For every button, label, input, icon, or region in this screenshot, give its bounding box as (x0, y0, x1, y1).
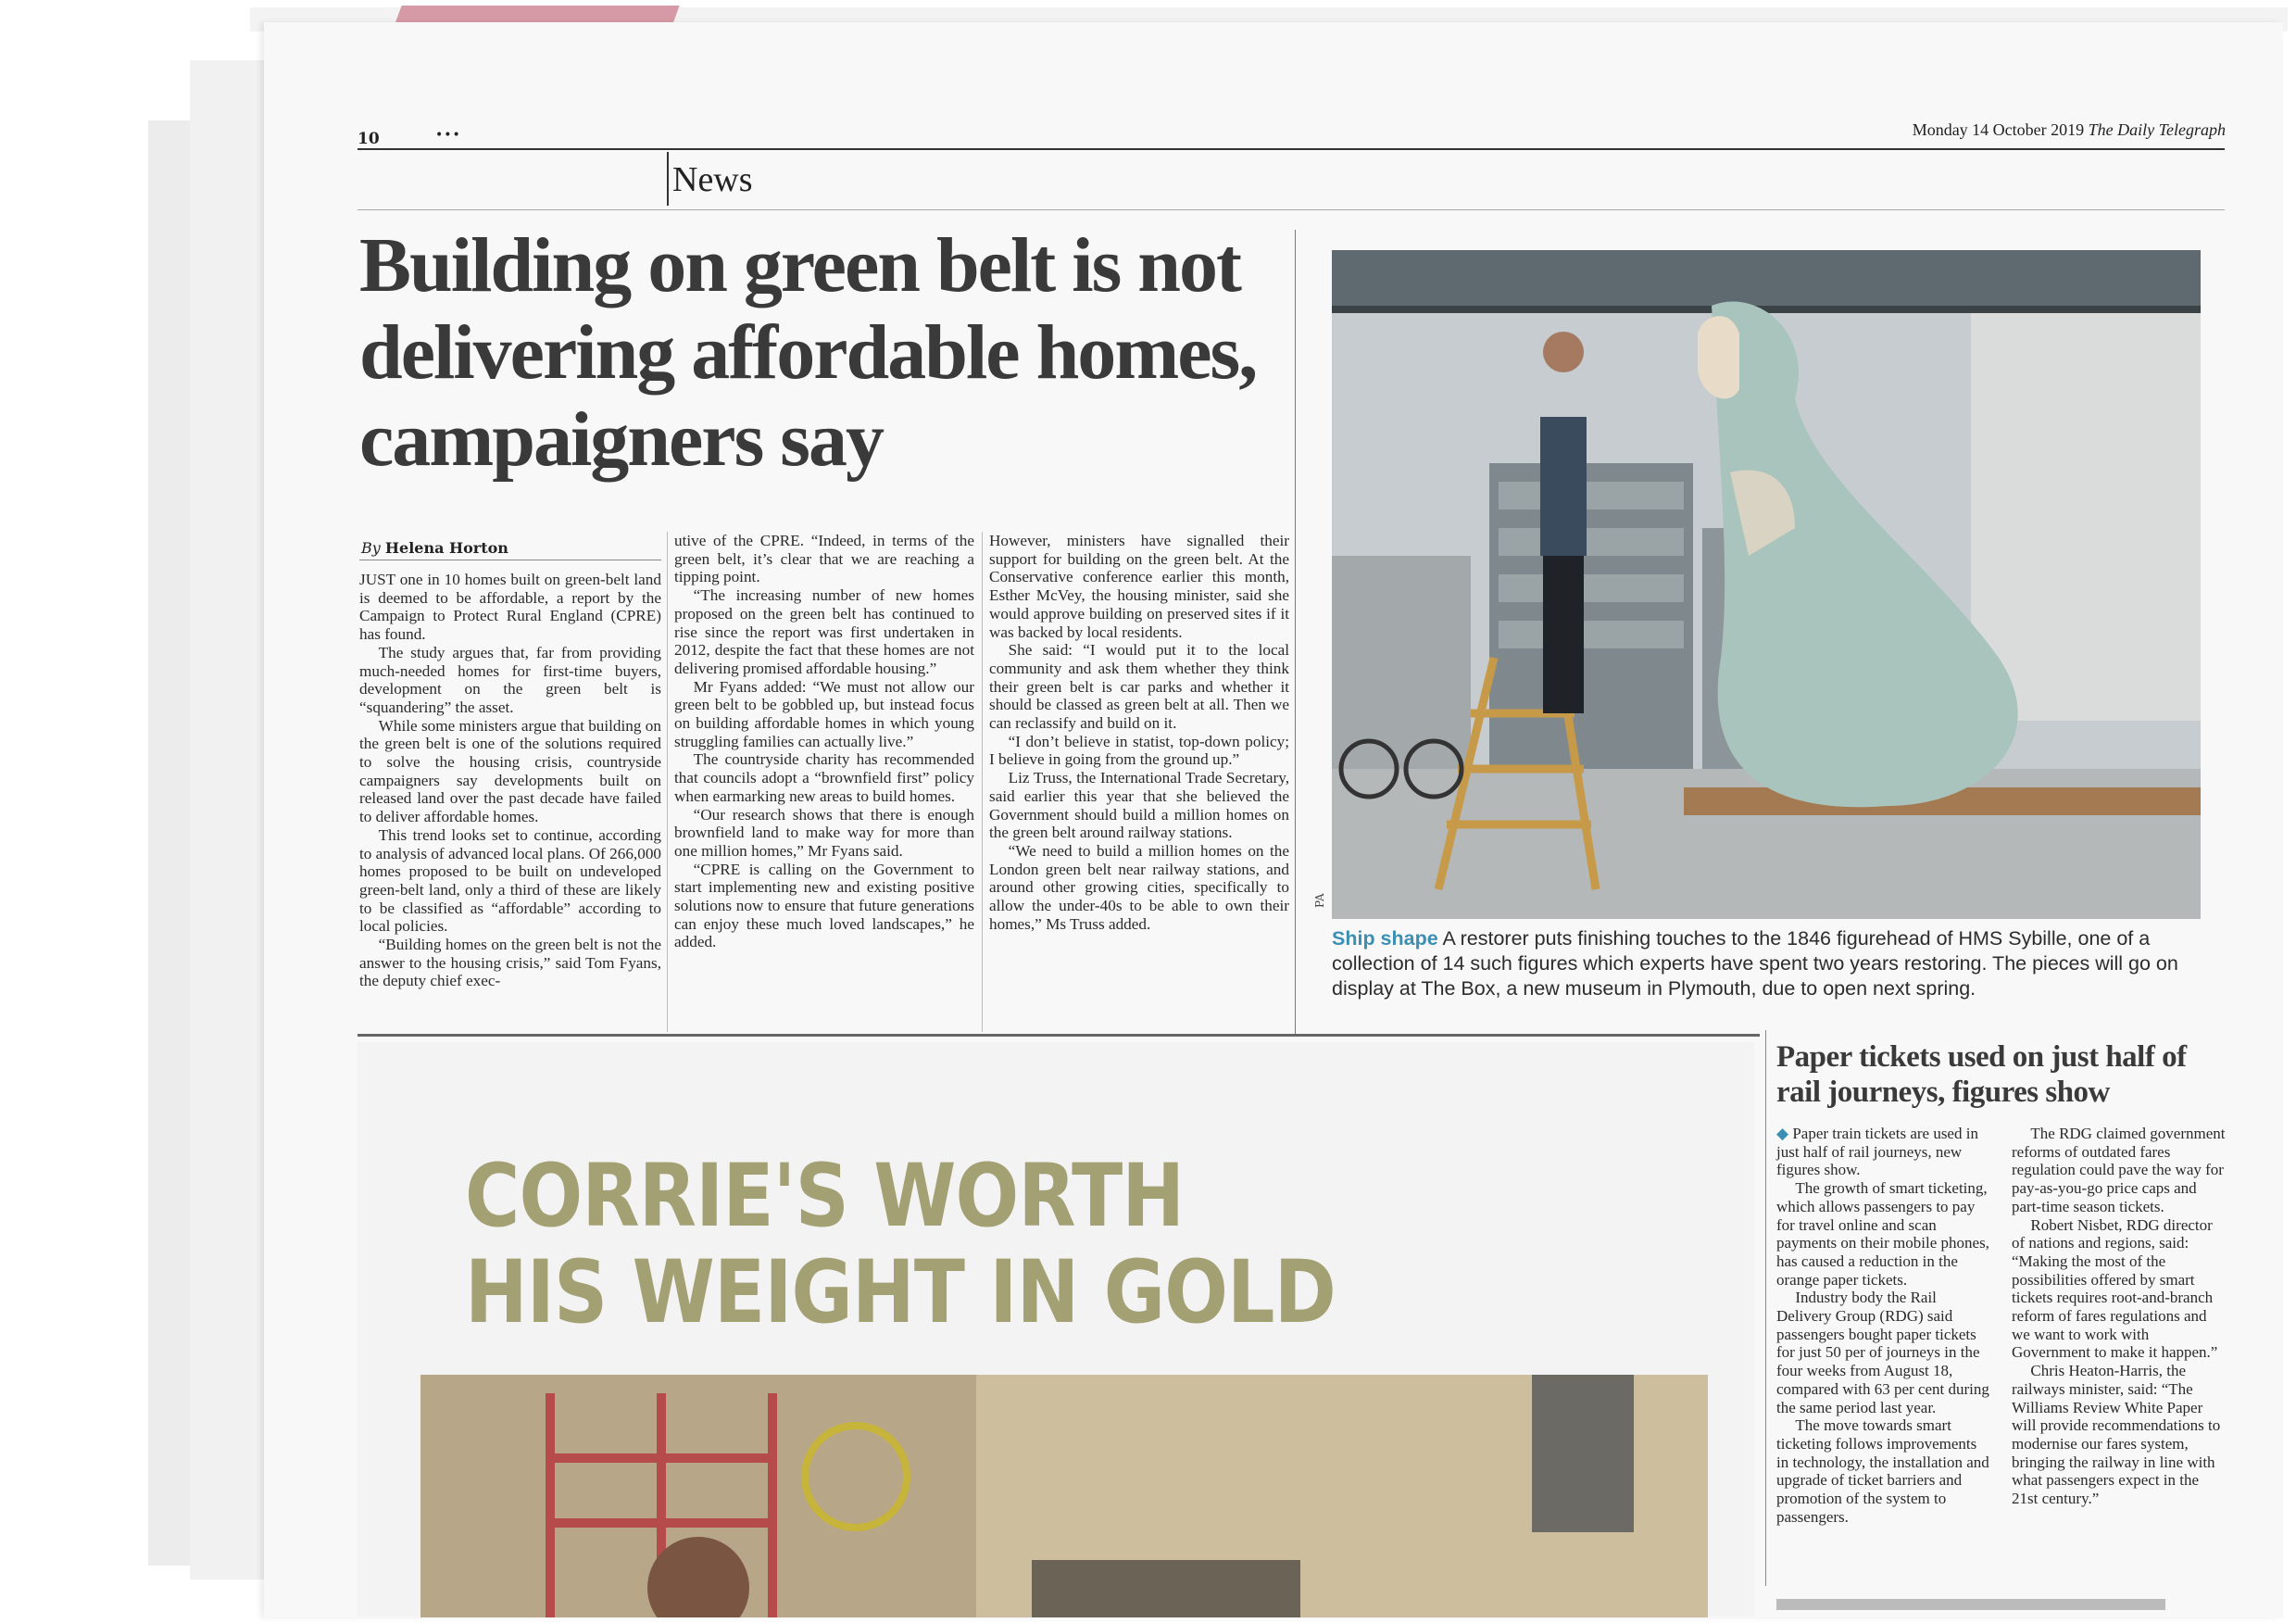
advert-photo (420, 1375, 1708, 1617)
folio-dots: ••• (435, 128, 461, 143)
paragraph: The countryside charity has recommended that councils adopt a “brownfield first” policy when earmarking new areas to build homes. (674, 750, 974, 805)
side-story-headline: Paper tickets used on just half of rail journeys, figures show (1776, 1040, 2187, 1109)
side-story-column-1 (1776, 1125, 1991, 1526)
story-column-3 (989, 532, 1289, 933)
paragraph: The growth of smart ticketing, which allows passengers to pay for travel online and scan payments on their mobile phones, has caused a reduction in the orange paper tickets. (1776, 1179, 1989, 1289)
red-sheet-edge (395, 6, 679, 24)
section-divider-rule (358, 1034, 1760, 1037)
column-rule (1295, 230, 1296, 1034)
paragraph: “We need to build a million homes on the London green belt near railway stations, and around other growing cities, specifically to allow the under-40s to be able to own their homes,” Ms Truss added. (989, 841, 1289, 933)
main-headline: Building on green belt is not delivering affordable homes, campaigners say (359, 222, 1257, 483)
paragraph: “The increasing number of new homes proposed on the green belt has continued to rise since the report was first undertaken in 2012, despite the fact that these homes are not delivering promised affordable housing.” (674, 586, 974, 677)
page-number: 10 (358, 130, 380, 148)
photo-credit: PA (1313, 893, 1326, 908)
advert-line-2: HIS WEIGHT IN GOLD (465, 1242, 1336, 1343)
photo-caption (1332, 926, 2202, 1001)
workshop-illustration (1332, 250, 2201, 919)
column-divider (667, 532, 668, 1032)
section-label: News (672, 160, 753, 199)
paragraph: “Building homes on the green belt is not the answer to the housing crisis,” said Tom Fyans, the deputy chief exec- (359, 936, 661, 990)
sidebar-rule (1765, 1030, 1766, 1586)
caption-lead: Ship shape (1332, 927, 1438, 950)
paragraph: “I don’t believe in statist, top-down policy; I believe in going from the ground up.” (989, 732, 1289, 769)
story-column-2 (674, 532, 974, 951)
next-story-strip (1776, 1599, 2165, 1610)
byline (361, 539, 508, 557)
bullet-icon: ◆ (1776, 1125, 1789, 1142)
paragraph: The RDG claimed government reforms of outdated fares regulation could pave the way for pay-as-you-go price caps and part-time season tickets. (2012, 1125, 2226, 1215)
paragraph: This trend looks set to continue, according to analysis of advanced local plans. Of 266,000 homes proposed to be built on undeveloped green-belt land, only a third of these are likely to be classified as “affordable” according to local policies. (359, 825, 662, 936)
paragraph: Industry body the Rail Delivery Group (RDG) said passengers bought paper tickets for just 50 per of journeys in the four weeks from August 18, compared with 63 per cent during the same period last year. (1776, 1289, 1989, 1416)
paragraph: Chris Heaton-Harris, the railways minister, said: “The Williams Review White Paper will provide recommendations to modernise our fares system, bringing the railway in line with what passengers expect in the 21st century.” (2012, 1362, 2221, 1508)
gym-illustration (420, 1375, 1708, 1617)
paragraph: The study argues that, far from providing much-needed homes for first-time buyers, development on the green belt is “squandering” the asset. (359, 643, 661, 716)
paragraph: The move towards smart ticketing follows improvements in technology, the installation and upgrade of ticket barriers and promotion of the system to passengers. (1776, 1416, 1989, 1526)
story-column-1 (359, 571, 661, 990)
advert-line-1: CORRIE'S WORTH (465, 1146, 1185, 1247)
paragraph: JUST one in 10 homes built on green-belt land is deemed to be affordable, a report by the Campaign to Protect Rural England (CPRE) has found. (359, 571, 661, 644)
figurehead-photo (1332, 250, 2201, 919)
paragraph: Mr Fyans added: “We must not allow our green belt to be gobbled up, but instead focus on building affordable homes in which young struggling families can actually live.” (674, 677, 974, 750)
issue-date: Monday 14 October 2019 (1912, 120, 2085, 139)
paragraph: utive of the CPRE. “Indeed, in terms of the green belt, it’s clear that we are reaching a tipping point. (674, 532, 974, 586)
paragraph: However, ministers have signalled their support for building on the green belt. At the Conservative conference earlier this month, Esther McVey, the housing minister, said she would approve building on preserved sites if it was backed by local residents. (989, 532, 1289, 641)
paper-name: The Daily Telegraph (2088, 120, 2226, 139)
paragraph: “CPRE is calling on the Government to start implementing new and existing positive solutions now to ensure that future generations can enjoy these much loved landscapes,” he added. (674, 860, 974, 951)
section-divider (667, 152, 669, 206)
top-rule (358, 148, 2225, 150)
folio-date (1913, 120, 2226, 140)
paragraph: While some ministers argue that building on the green belt is one of the solutions required to solve the housing crisis, countryside campaigners say developments built on released land over the past decade have failed to deliver affordable homes. (359, 716, 661, 826)
paragraph: Liz Truss, the International Trade Secretary, said earlier this year that she believed the Government should build a million homes on the green belt around railway stations. (989, 769, 1289, 842)
column-divider (982, 532, 983, 1032)
paragraph: ◆ Paper train tickets are used in just half of rail journeys, new figures show. (1776, 1125, 1978, 1179)
side-story-column-2 (2012, 1125, 2228, 1508)
paragraph: Robert Nisbet, RDG director of nations and regions, said: “Making the most of the possibilities offered by smart tickets requires root-and-branch reform of fares regulations and we want to work with Government to make it happen.” (2012, 1215, 2218, 1362)
paragraph: She said: “I would put it to the local community and ask them whether they think their green belt is car parks and whether it should be classed as green belt at all. Then we can reclassify and build on it. (989, 641, 1289, 733)
byline-name: Helena Horton (384, 539, 508, 557)
caption-text: A restorer puts finishing touches to the 1846 figurehead of HMS Sybille, one of a collection of 14 such figures which experts have spent two years restoring. The pieces will go on display at The Box, a new museum in Plymouth, due to open next spring. (1332, 927, 2178, 1000)
paragraph: “Our research shows that there is enough brownfield land to make way for more than one million homes,” Mr Fyans said. (674, 805, 974, 860)
advert-headline (465, 1146, 1336, 1343)
byline-prefix: By (361, 539, 381, 557)
section-rule (358, 209, 2225, 210)
